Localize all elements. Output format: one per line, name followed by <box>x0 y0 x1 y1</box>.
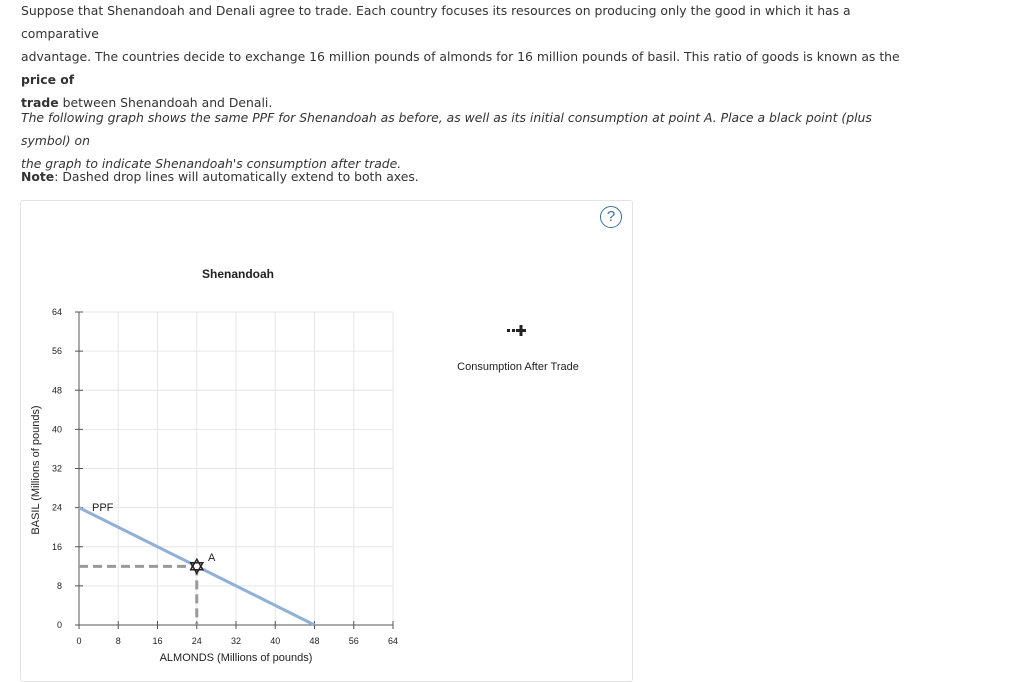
y-axis-label: BASIL (Millions of pounds) <box>30 405 42 535</box>
note-paragraph <box>21 165 921 188</box>
tool-dot-2 <box>512 329 515 332</box>
x-tick-label: 0 <box>76 636 82 646</box>
ppf-label: PPF <box>92 502 114 514</box>
y-tick-label: 56 <box>51 346 62 357</box>
x-tick-label: 40 <box>270 636 281 646</box>
x-axis-label: ALMONDS (Millions of pounds) <box>159 652 313 664</box>
x-tick-label: 32 <box>230 636 242 646</box>
help-button[interactable] <box>600 206 622 228</box>
intro-paragraph <box>21 0 921 114</box>
tool-label: Consumption After Trade <box>457 361 579 373</box>
point-a-label: A <box>208 552 216 564</box>
y-tick-label: 0 <box>56 620 62 630</box>
y-tick-label: 48 <box>51 385 62 396</box>
x-tick-label: 8 <box>115 636 121 646</box>
note-label: Note <box>21 169 55 184</box>
trade-bold: trade <box>21 95 59 110</box>
intro-line-1: Suppose that Shenandoah and Denali agree to trade. Each country focuses its resources on producing only the good in which it has a comparative <box>21 3 851 41</box>
y-tick-label: 24 <box>51 502 62 513</box>
instruction-line-2: the graph to indicate Shenandoah's consumption after trade. <box>21 156 402 171</box>
y-tick-label: 40 <box>51 424 62 435</box>
intro-line-2: advantage. The countries decide to exchange 16 million pounds of almonds for 16 million pounds of basil. This ratio of goods is known as the <box>21 49 900 64</box>
x-tick-label: 16 <box>152 636 163 646</box>
price-of-bold: price of <box>21 72 75 87</box>
help-icon: ? <box>606 208 616 225</box>
y-tick-label: 64 <box>51 307 62 317</box>
intro-line-3: between Shenandoah and Denali. <box>58 95 273 110</box>
x-tick-label: 24 <box>191 636 202 646</box>
graph-panel <box>20 200 633 682</box>
y-tick-label: 32 <box>51 463 62 474</box>
graph-title: Shenandoah <box>201 267 275 281</box>
instruction-line-1: The following graph shows the same PPF for Shenandoah as before, as well as its initial consumption at point A. Place a black point (plus symbol) on <box>21 110 872 148</box>
note-text: : Dashed drop lines will automatically extend to both axes. <box>54 169 419 184</box>
x-tick-label: 56 <box>348 636 359 646</box>
y-tick-label: 8 <box>56 580 62 591</box>
x-tick-label: 48 <box>309 636 320 646</box>
x-tick-label: 64 <box>387 636 399 646</box>
y-tick-label: 16 <box>51 541 62 552</box>
tool-dot-1 <box>507 329 510 332</box>
